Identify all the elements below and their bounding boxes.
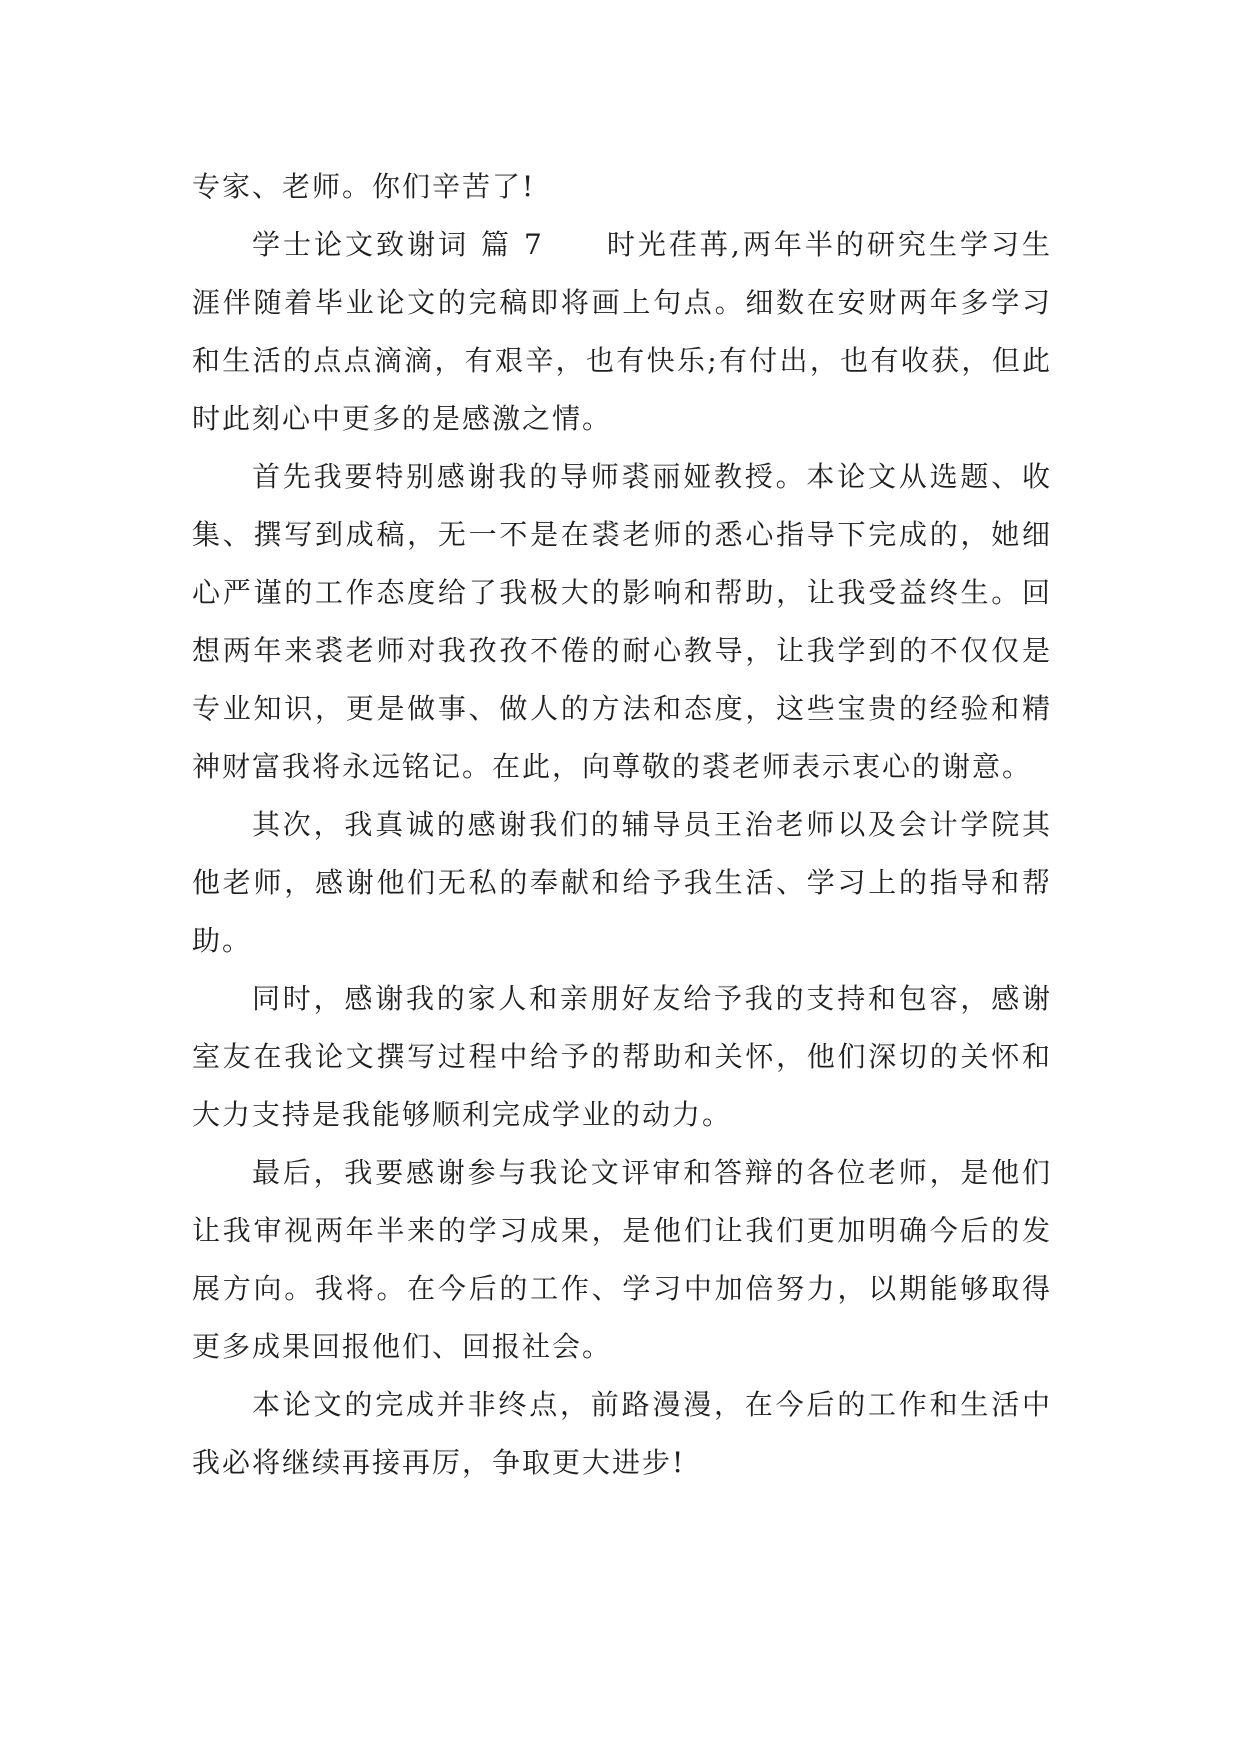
section-heading: 学士论文致谢词 篇 7 xyxy=(252,228,544,261)
section-paragraph-intro xyxy=(192,216,1052,448)
paragraph-1: 时光荏苒,两年半的研究生学习生涯伴随着毕业论文的完稿即将画上句点。细数在安财两年多学习和生活的点点滴滴，有艰辛，也有快乐;有付出，也有收获，但此时此刻心中更多的是感激之情。 xyxy=(192,228,1052,435)
paragraph-2: 首先我要特别感谢我的导师裘丽娅教授。本论文从选题、收集、撰写到成稿，无一不是在裘老师的悉心指导下完成的，她细心严谨的工作态度给了我极大的影响和帮助，让我受益终生。回想两年来裘老师对我孜孜不倦的耐心教导，让我学到的不仅仅是专业知识，更是做事、做人的方法和态度，这些宝贵的经验和精神财富我将永远铭记。在此，向尊敬的裘老师表示衷心的谢意。 xyxy=(192,460,1052,783)
paragraph-5: 最后，我要感谢参与我论文评审和答辩的各位老师，是他们让我审视两年半来的学习成果，是他们让我们更加明确今后的发展方向。我将。在今后的工作、学习中加倍努力，以期能够取得更多成果回报他们、回报社会。 xyxy=(192,1156,1052,1363)
continuation-paragraph: 专家、老师。你们辛苦了! xyxy=(192,170,536,203)
paragraph-4: 同时，感谢我的家人和亲朋好友给予我的支持和包容，感谢室友在我论文撰写过程中给予的帮助和关怀，他们深切的关怀和大力支持是我能够顺利完成学业的动力。 xyxy=(192,982,1052,1131)
paragraph-6: 本论文的完成并非终点，前路漫漫，在今后的工作和生活中我必将继续再接再厉，争取更大进步! xyxy=(192,1388,1052,1479)
paragraph-3: 其次，我真诚的感谢我们的辅导员王治老师以及会计学院其他老师，感谢他们无私的奉献和给予我生活、学习上的指导和帮助。 xyxy=(192,808,1052,957)
document-body xyxy=(192,158,1052,1492)
